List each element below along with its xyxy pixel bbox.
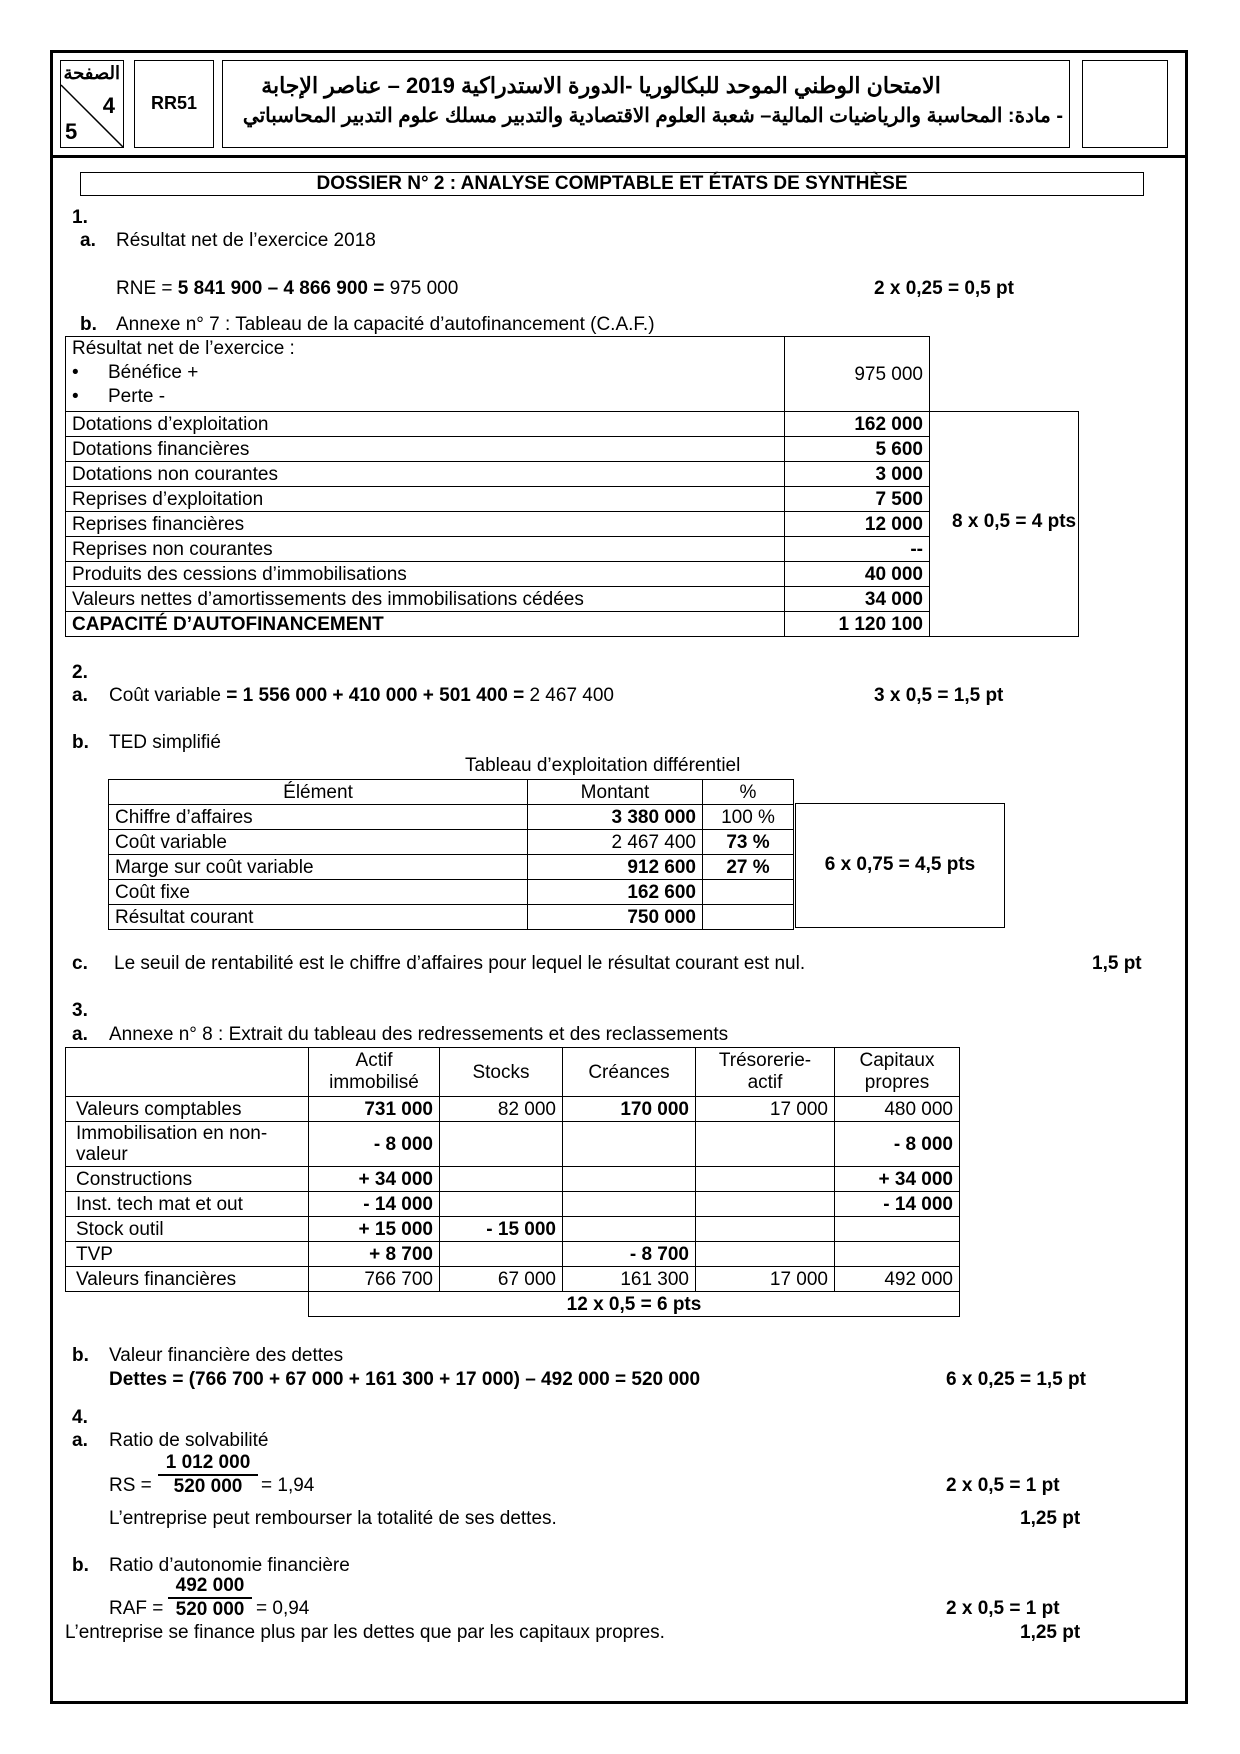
caf-row-label: Produits des cessions d’immobilisations	[66, 562, 785, 587]
redr-cell	[440, 1192, 563, 1217]
caf-row	[66, 612, 1079, 637]
redr-cell	[696, 1192, 835, 1217]
q4a-text: Ratio de solvabilité	[109, 1430, 269, 1451]
ted-header: Montant	[528, 780, 703, 805]
redr-cell	[696, 1167, 835, 1192]
redr-cell: - 8 000	[309, 1122, 440, 1167]
caf-rn-row	[66, 337, 930, 412]
cv-points: 3 x 0,5 = 1,5 pt	[874, 685, 1004, 706]
ted-montant: 912 600	[528, 855, 703, 880]
rs-comment: L’entreprise peut rembourser la totalité de ses dettes.	[109, 1508, 557, 1529]
caf-row-value: 5 600	[785, 437, 930, 462]
ted-element: Coût fixe	[109, 880, 528, 905]
ted-pct: 27 %	[703, 855, 794, 880]
caf-row-value: 1 120 100	[785, 612, 930, 637]
dossier-title: DOSSIER N° 2 : ANALYSE COMPTABLE ET ÉTATS DE SYNTHÈSE	[80, 172, 1144, 196]
q3b-label: b.	[72, 1345, 89, 1366]
caf-rn-head: Résultat net de l’exercice :	[72, 338, 295, 359]
redr-cell	[835, 1242, 960, 1267]
ted-points-box	[795, 803, 1005, 928]
q2b-label: b.	[72, 732, 89, 753]
caf-detail-table	[65, 411, 1079, 637]
rs-prefix: RS =	[109, 1475, 152, 1496]
rne-line	[116, 278, 458, 300]
header-divider	[50, 155, 1188, 158]
redr-cell: + 8 700	[309, 1242, 440, 1267]
caf-row-value: 12 000	[785, 512, 930, 537]
cv-result: 2 467 400	[524, 685, 614, 706]
redr-row-label: Immobilisation en non-valeur	[66, 1122, 309, 1167]
raf-result: = 0,94	[256, 1598, 310, 1619]
caf-row	[66, 537, 1079, 562]
redr-cell	[835, 1217, 960, 1242]
code-box	[134, 60, 214, 148]
dettes-formula: Dettes = (766 700 + 67 000 + 161 300 + 17 000) – 492 000 = 520 000	[109, 1369, 701, 1390]
redr-row	[66, 1242, 960, 1267]
redr-cell: - 8 700	[563, 1242, 696, 1267]
caf-row-label: Dotations d’exploitation	[66, 412, 785, 437]
q4-number: 4.	[72, 1407, 88, 1428]
redr-header: Actif immobilisé	[309, 1048, 440, 1097]
caf-row	[66, 587, 1079, 612]
rs-result: = 1,94	[261, 1475, 315, 1496]
caf-perte: • Perte -	[72, 385, 778, 409]
redr-cell	[440, 1167, 563, 1192]
redr-row-label: Stock outil	[66, 1217, 309, 1242]
rs-fraction	[158, 1452, 258, 1498]
q2c-points: 1,5 pt	[1092, 953, 1142, 974]
caf-row-value: 7 500	[785, 487, 930, 512]
caf-rn-label	[66, 337, 785, 412]
q2a-line	[109, 685, 614, 707]
exam-subject: - مادة: المحاسبة والرياضيات المالية– شعبة العلوم الاقتصادية والتدبير مسلك علوم التدبير المحاسباتي	[242, 105, 1063, 127]
caf-row-value: 34 000	[785, 587, 930, 612]
ted-element: Marge sur coût variable	[109, 855, 528, 880]
redr-cell: 161 300	[563, 1267, 696, 1292]
redr-cell: 170 000	[563, 1097, 696, 1122]
q1-number: 1.	[72, 207, 88, 228]
rne-formula: 5 841 900 – 4 866 900 =	[177, 278, 385, 299]
q2a-label: a.	[72, 685, 88, 706]
raf-points: 2 x 0,5 = 1 pt	[946, 1598, 1060, 1619]
caf-row	[66, 512, 1079, 537]
caf-row-label: Dotations financières	[66, 437, 785, 462]
q4b-text: Ratio d’autonomie financière	[109, 1555, 350, 1576]
rs-numerator: 1 012 000	[158, 1452, 258, 1476]
redr-cell: 17 000	[696, 1267, 835, 1292]
redr-cell: 82 000	[440, 1097, 563, 1122]
title-box	[222, 60, 1070, 148]
ted-table	[108, 779, 794, 930]
raf-numerator: 492 000	[168, 1575, 252, 1599]
redr-cell	[696, 1217, 835, 1242]
redr-row	[66, 1192, 960, 1217]
redr-row	[66, 1122, 960, 1167]
raf-comment: L’entreprise se finance plus par les dettes que par les capitaux propres.	[65, 1622, 665, 1643]
redr-cell: - 8 000	[835, 1122, 960, 1167]
caf-points: 8 x 0,5 = 4 pts	[952, 511, 1077, 532]
caf-row	[66, 437, 1079, 462]
q1b-label: b.	[80, 314, 97, 335]
q3a-label: a.	[72, 1024, 88, 1045]
redr-header-empty	[66, 1048, 309, 1097]
ted-points: 6 x 0,75 = 4,5 pts	[824, 854, 976, 875]
redr-cell: 766 700	[309, 1267, 440, 1292]
raf-prefix: RAF =	[109, 1598, 164, 1619]
redr-cell	[563, 1167, 696, 1192]
redr-cell	[696, 1122, 835, 1167]
caf-row-value: --	[785, 537, 930, 562]
redr-header: Stocks	[440, 1048, 563, 1097]
ted-montant: 2 467 400	[528, 830, 703, 855]
q2b-text: TED simplifié	[109, 732, 221, 753]
redr-cell: - 14 000	[835, 1192, 960, 1217]
rs-denominator: 520 000	[173, 1476, 243, 1497]
redr-cell: 492 000	[835, 1267, 960, 1292]
caf-benefice: • Bénéfice +	[72, 361, 778, 385]
redr-header: Créances	[563, 1048, 696, 1097]
redr-cell: 17 000	[696, 1097, 835, 1122]
caf-row-label: Dotations non courantes	[66, 462, 785, 487]
page-num: 4	[102, 93, 115, 118]
caf-row-value: 3 000	[785, 462, 930, 487]
caf-row-label: Reprises financières	[66, 512, 785, 537]
ted-header: %	[703, 780, 794, 805]
redr-row-label: Valeurs financières	[66, 1267, 309, 1292]
caf-rn-value: 975 000	[785, 337, 930, 412]
caf-row	[66, 487, 1079, 512]
ted-pct	[703, 905, 794, 930]
rne-prefix: RNE =	[116, 278, 178, 299]
redr-row-label: Constructions	[66, 1167, 309, 1192]
redr-points-row	[66, 1292, 960, 1317]
q4b-label: b.	[72, 1555, 89, 1576]
redr-points-empty	[66, 1292, 309, 1317]
ted-header-row	[109, 780, 794, 805]
redr-cell: + 34 000	[309, 1167, 440, 1192]
redr-row-label: Valeurs comptables	[66, 1097, 309, 1122]
redr-cell: + 15 000	[309, 1217, 440, 1242]
q2c-label: c.	[72, 953, 88, 974]
redr-header-row	[66, 1048, 960, 1097]
ted-pct: 100 %	[703, 805, 794, 830]
page-label: الصفحة	[63, 63, 120, 83]
redr-cell	[696, 1242, 835, 1267]
ted-montant: 162 600	[528, 880, 703, 905]
redr-row-label: Inst. tech mat et out	[66, 1192, 309, 1217]
q1a-label: a.	[80, 230, 96, 251]
redr-cell: 731 000	[309, 1097, 440, 1122]
caf-row	[66, 412, 1079, 437]
q1a-text: Résultat net de l’exercice 2018	[116, 230, 376, 251]
raf-fraction	[168, 1575, 252, 1621]
rne-points: 2 x 0,25 = 0,5 pt	[874, 278, 1014, 299]
redr-cell	[563, 1192, 696, 1217]
redr-cell: 67 000	[440, 1267, 563, 1292]
redr-cell: - 15 000	[440, 1217, 563, 1242]
caf-row	[66, 562, 1079, 587]
redr-row	[66, 1167, 960, 1192]
exam-title: الامتحان الوطني الموحد للبكالوريا -الدورة الاستدراكية 2019 – عناصر الإجابة	[261, 73, 941, 98]
dettes-points: 6 x 0,25 = 1,5 pt	[946, 1369, 1086, 1390]
q2-number: 2.	[72, 662, 88, 683]
ted-montant: 750 000	[528, 905, 703, 930]
ted-element: Coût variable	[109, 830, 528, 855]
caf-row-value: 162 000	[785, 412, 930, 437]
cv-label: Coût variable	[109, 685, 227, 706]
rne-result: 975 000	[384, 278, 459, 299]
blank-box	[1082, 60, 1168, 148]
ted-montant: 3 380 000	[528, 805, 703, 830]
caf-row-value: 40 000	[785, 562, 930, 587]
caf-row-label: CAPACITÉ D’AUTOFINANCEMENT	[66, 612, 785, 637]
redr-points: 12 x 0,5 = 6 pts	[309, 1292, 960, 1317]
redr-row-label: TVP	[66, 1242, 309, 1267]
caf-row-label: Reprises non courantes	[66, 537, 785, 562]
q3-number: 3.	[72, 1000, 88, 1021]
caf-row-label: Reprises d’exploitation	[66, 487, 785, 512]
ted-row	[109, 830, 794, 855]
redr-header: Capitaux propres	[835, 1048, 960, 1097]
redr-cell	[563, 1122, 696, 1167]
redr-cell: - 14 000	[309, 1192, 440, 1217]
raf-comment-points: 1,25 pt	[1020, 1622, 1081, 1643]
q4a-label: a.	[72, 1430, 88, 1451]
q3b-text: Valeur financière des dettes	[109, 1345, 344, 1366]
redressements-table	[65, 1047, 960, 1317]
ted-row	[109, 855, 794, 880]
redr-cell	[440, 1122, 563, 1167]
redr-row	[66, 1217, 960, 1242]
redr-cell	[440, 1242, 563, 1267]
caf-row	[66, 462, 1079, 487]
raf-denominator: 520 000	[175, 1599, 245, 1620]
ted-row	[109, 805, 794, 830]
q1b-text: Annexe n° 7 : Tableau de la capacité d’autofinancement (C.A.F.)	[116, 314, 655, 335]
redr-cell: + 34 000	[835, 1167, 960, 1192]
ted-element: Résultat courant	[109, 905, 528, 930]
redr-row	[66, 1267, 960, 1292]
exam-code: RR51	[150, 93, 198, 113]
page-number-box	[60, 60, 124, 148]
caf-row-label: Valeurs nettes d’amortissements des immobilisations cédées	[66, 587, 785, 612]
rs-points: 2 x 0,5 = 1 pt	[946, 1475, 1060, 1496]
q2c-text: Le seuil de rentabilité est le chiffre d’affaires pour lequel le résultat courant est nul.	[114, 953, 806, 974]
ted-element: Chiffre d’affaires	[109, 805, 528, 830]
ted-pct: 73 %	[703, 830, 794, 855]
caf-table	[65, 336, 930, 412]
ted-caption: Tableau d’exploitation différentiel	[465, 755, 741, 776]
q3a-text: Annexe n° 8 : Extrait du tableau des redressements et des reclassements	[109, 1024, 729, 1045]
ted-row	[109, 880, 794, 905]
ted-header: Élément	[109, 780, 528, 805]
redr-row	[66, 1097, 960, 1122]
rs-comment-points: 1,25 pt	[1020, 1508, 1081, 1529]
redr-header: Trésorerie-actif	[696, 1048, 835, 1097]
ted-pct	[703, 880, 794, 905]
ted-row	[109, 905, 794, 930]
cv-formula: = 1 556 000 + 410 000 + 501 400 =	[226, 685, 525, 706]
redr-cell	[563, 1217, 696, 1242]
page-total: 5	[65, 119, 78, 144]
redr-cell: 480 000	[835, 1097, 960, 1122]
